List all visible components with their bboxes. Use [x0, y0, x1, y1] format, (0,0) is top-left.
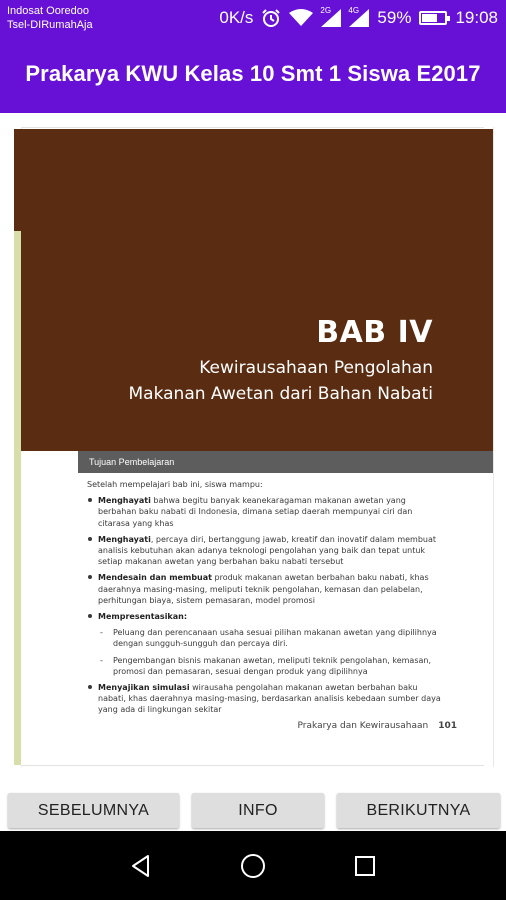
footer-text: Prakarya dan Kewirausahaan — [297, 721, 429, 731]
list-item: Menghayati, percaya diri, bertanggung jawab, kreatif dan inovatif dalam membuat analisis kebutuhan akan adanya teknologi pengolahan yang baik dan tepat untuk setiap makanan awetan yang berbahan baku nabati tersebut — [87, 534, 442, 568]
learning-objectives — [87, 479, 442, 721]
list-item: Mempresentasikan: - Peluang dan perencanaan usaha sesuai pilihan makanan awetan yang dipilihnya dengan sungguh-sungguh dan percaya diri. - Pengembangan bisnis makanan awetan, meliputi teknik pengolahan, kemasan, promosi dan pemasaran, sesuai dengan produk yang dipilihnya — [87, 611, 442, 677]
app-bar — [0, 37, 506, 113]
chapter-title-line-1: Kewirausahaan Pengolahan — [199, 358, 433, 378]
page-footer — [298, 721, 457, 731]
carrier-line-1: Indosat Ooredoo — [7, 5, 89, 17]
chapter-number: BAB IV — [316, 315, 433, 350]
carrier-line-2: Tsel-DIRumahAja — [7, 19, 93, 31]
network-speed: 0K/s — [219, 8, 254, 27]
system-nav-bar — [0, 831, 506, 900]
signal-icon — [320, 6, 341, 27]
chapter-title-line-2: Makanan Awetan dari Bahan Nabati — [128, 384, 433, 404]
book-page — [14, 129, 493, 765]
page-navigation — [0, 783, 506, 831]
wifi-icon — [289, 9, 313, 27]
recents-icon[interactable] — [352, 853, 378, 879]
list-item: Menghayati bahwa begitu banyak keanekaragaman makanan awetan yang berbahan baku nabati di Indonesia, dimana setiap daerah mempunyai ciri dan citarasa yang khas — [87, 495, 442, 529]
status-icons — [219, 6, 498, 30]
section-header: Tujuan Pembelajaran — [78, 451, 493, 473]
previous-button[interactable]: SEBELUMNYA — [8, 793, 179, 828]
page-number: 101 — [438, 721, 457, 731]
sub-list-item: - Peluang dan perencanaan usaha sesuai pilihan makanan awetan yang dipilihnya dengan sungguh-sungguh dan percaya diri. — [98, 627, 442, 649]
objectives-list — [87, 495, 442, 715]
chapter-banner — [14, 129, 493, 451]
clock: 19:08 — [455, 8, 498, 27]
back-icon[interactable] — [128, 853, 154, 879]
list-item: Menyajikan simulasi wirausaha pengolahan makanan awetan berbahan baku nabati, khas daerahnya masing-masing, berdasarkan analisis kebedaan sumber daya yang ada di lingkungan sekitar — [87, 682, 442, 716]
alarm-icon — [261, 8, 281, 28]
status-bar — [0, 0, 506, 37]
page-frame — [493, 127, 506, 767]
signal-icon — [348, 6, 369, 27]
next-button[interactable]: BERIKUTNYA — [337, 793, 500, 828]
battery-icon — [419, 11, 447, 25]
carrier-info — [7, 4, 93, 32]
battery-percent: 59% — [377, 8, 412, 27]
sub-list — [98, 627, 442, 677]
list-item: Mendesain dan membuat produk makanan awetan berbahan baku nabati, khas daerahnya masing-masing, meliputi teknik pengolahan, kemasan dan pelabelan, perhitungan biaya, sistem pemasaran, model promosi — [87, 572, 442, 606]
document-viewer[interactable] — [0, 113, 506, 783]
objectives-intro: Setelah mempelajari bab ini, siswa mampu: — [87, 480, 263, 489]
network-type-a: 2G — [320, 6, 332, 15]
chapter-title — [129, 355, 434, 407]
app-title: Prakarya KWU Kelas 10 Smt 1 Siswa E2017 — [25, 61, 481, 86]
page-divider — [22, 765, 484, 766]
side-strip — [14, 231, 21, 765]
sub-list-item: - Pengembangan bisnis makanan awetan, meliputi teknik pengolahan, kemasan, promosi dan pemasaran, sesuai dengan produk yang dipilihnya — [98, 655, 442, 677]
network-type-b: 4G — [348, 6, 360, 15]
home-icon[interactable] — [240, 853, 266, 879]
info-button[interactable]: INFO — [192, 793, 324, 828]
page-divider — [22, 127, 484, 128]
